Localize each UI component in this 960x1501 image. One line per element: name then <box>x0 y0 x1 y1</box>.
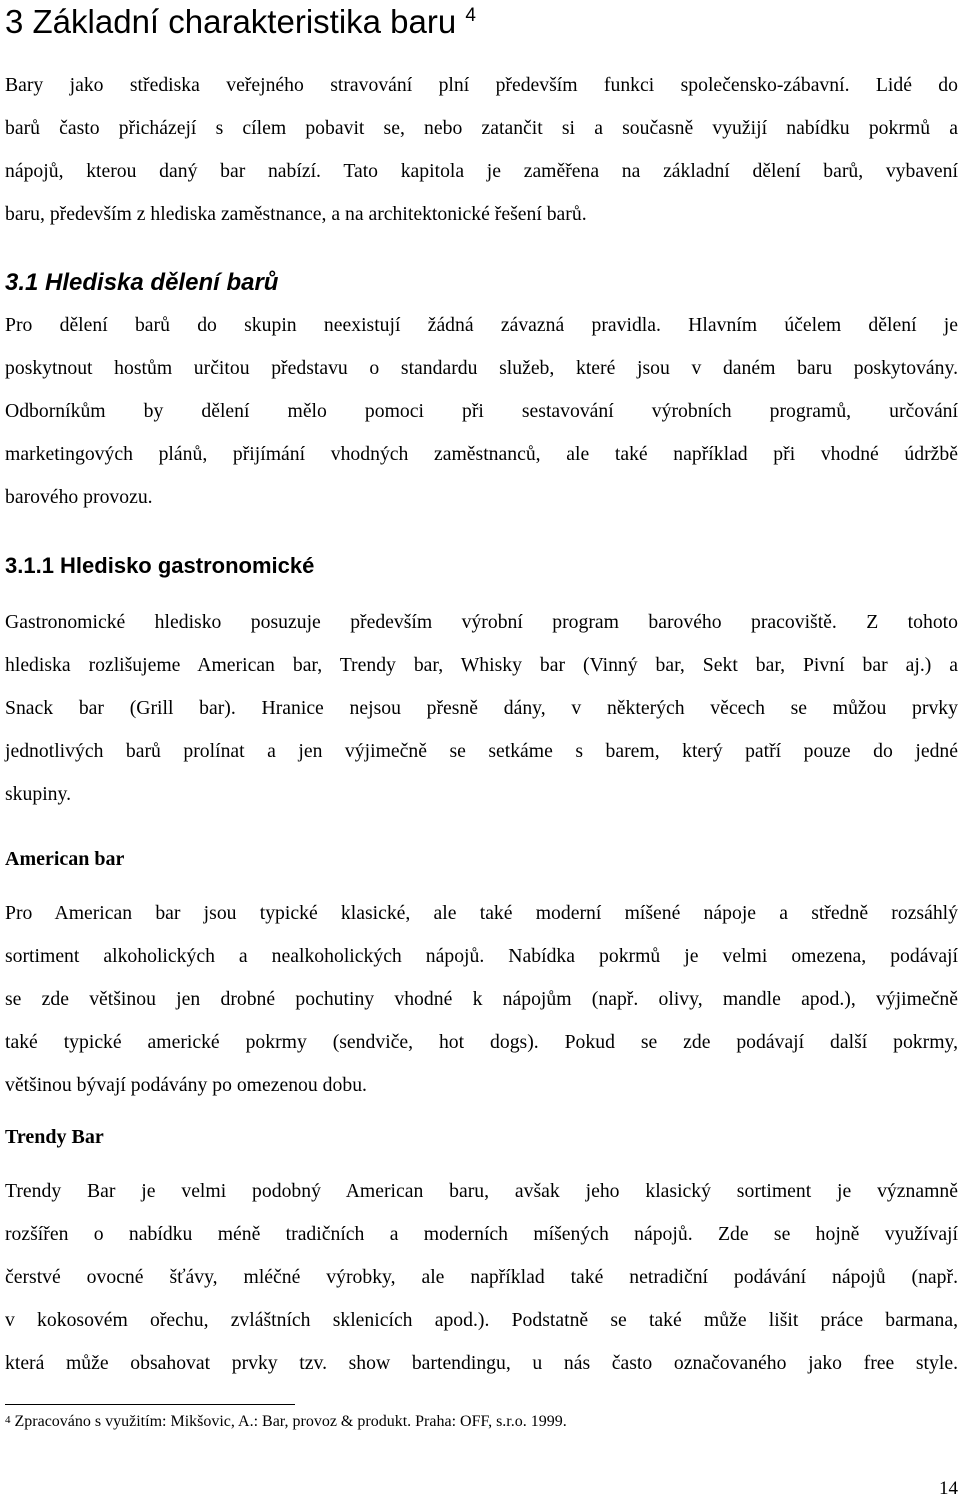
paragraph-line: v kokosovém ořechu, zvláštních sklenicích apod.). Podstatně se také může lišit práce barmana, <box>5 1309 958 1331</box>
paragraph-line: která může obsahovat prvky tzv. show bartendingu, u nás často označovaného jako free style. <box>5 1352 958 1374</box>
section-heading: 3.1 Hlediska dělení barů <box>5 269 279 296</box>
footnote-text: Zpracováno s využitím: Mikšovic, A.: Bar, provoz & produkt. Praha: OFF, s.r.o. 1999. <box>14 1413 567 1430</box>
footnote-reference: 4 <box>465 5 476 26</box>
footnote-number: 4 <box>5 1414 11 1426</box>
paragraph-line: Trendy Bar je velmi podobný American baru, avšak jeho klasický sortiment je významně <box>5 1180 958 1202</box>
american-bar-heading: American bar <box>5 848 125 870</box>
section-311-paragraph <box>5 601 958 816</box>
trendy-bar-heading: Trendy Bar <box>5 1126 104 1148</box>
page-number: 14 <box>939 1478 958 1499</box>
paragraph-line: Gastronomické hledisko posuzuje především výrobní program barového pracoviště. Z tohoto <box>5 611 958 633</box>
paragraph-line: Bary jako střediska veřejného stravování plní především funkci společensko-zábavní. Lidé do <box>5 74 958 96</box>
american-bar-paragraph <box>5 892 958 1107</box>
paragraph-line: poskytnout hostům určitou představu o standardu služeb, které jsou v daném baru poskytovány. <box>5 357 958 379</box>
chapter-heading-text: 3 Základní charakteristika baru <box>5 3 457 40</box>
paragraph-line: rozšířen o nabídku méně tradičních a moderních míšených nápojů. Zde se hojně využívají <box>5 1223 958 1245</box>
paragraph-line: barů často přicházejí s cílem pobavit se, nebo zatančit si a současně využijí nabídku pokrmů a <box>5 117 958 139</box>
intro-paragraph <box>5 64 958 236</box>
paragraph-line: se zde většinou jen drobné pochutiny vhodné k nápojům (např. olivy, mandle apod.), výjimečně <box>5 988 958 1010</box>
paragraph-line: většinou bývají podávány po omezenou dobu. <box>5 1074 367 1096</box>
trendy-bar-paragraph <box>5 1170 958 1385</box>
paragraph-line: Odborníkům by dělení mělo pomoci při sestavování výrobních programů, určování <box>5 400 958 422</box>
chapter-heading <box>5 2 476 42</box>
paragraph-line: Snack bar (Grill bar). Hranice nejsou přesně dány, v některých věcech se můžou prvky <box>5 697 958 719</box>
subsection-heading: 3.1.1 Hledisko gastronomické <box>5 553 315 578</box>
paragraph-line: skupiny. <box>5 783 71 805</box>
paragraph-line: baru, především z hlediska zaměstnance, a na architektonické řešení barů. <box>5 203 587 225</box>
section-31-paragraph <box>5 304 958 519</box>
paragraph-line: jednotlivých barů prolínat a jen výjimečně se setkáme s barem, který patří pouze do jedné <box>5 740 958 762</box>
paragraph-line: hlediska rozlišujeme American bar, Trendy bar, Whisky bar (Vinný bar, Sekt bar, Pivní bar aj.) a <box>5 654 958 676</box>
paragraph-line: marketingových plánů, přijímání vhodných zaměstnanců, ale také například při vhodné údržbě <box>5 443 958 465</box>
paragraph-line: také typické americké pokrmy (sendviče, hot dogs). Pokud se zde podávají další pokrmy, <box>5 1031 958 1053</box>
paragraph-line: čerstvé ovocné šťávy, mléčné výrobky, ale například také netradiční podávání nápojů (např. <box>5 1266 958 1288</box>
paragraph-line: sortiment alkoholických a nealkoholických nápojů. Nabídka pokrmů je velmi omezena, podávají <box>5 945 958 967</box>
paragraph-line: barového provozu. <box>5 486 153 508</box>
paragraph-line: Pro dělení barů do skupin neexistují žádná závazná pravidla. Hlavním účelem dělení je <box>5 314 958 336</box>
paragraph-line: nápojů, kterou daný bar nabízí. Tato kapitola je zaměřena na základní dělení barů, vybavení <box>5 160 958 182</box>
footnote-separator <box>5 1404 295 1405</box>
paragraph-line: Pro American bar jsou typické klasické, ale také moderní míšené nápoje a středně rozsáhlý <box>5 902 958 924</box>
footnote <box>5 1412 567 1432</box>
